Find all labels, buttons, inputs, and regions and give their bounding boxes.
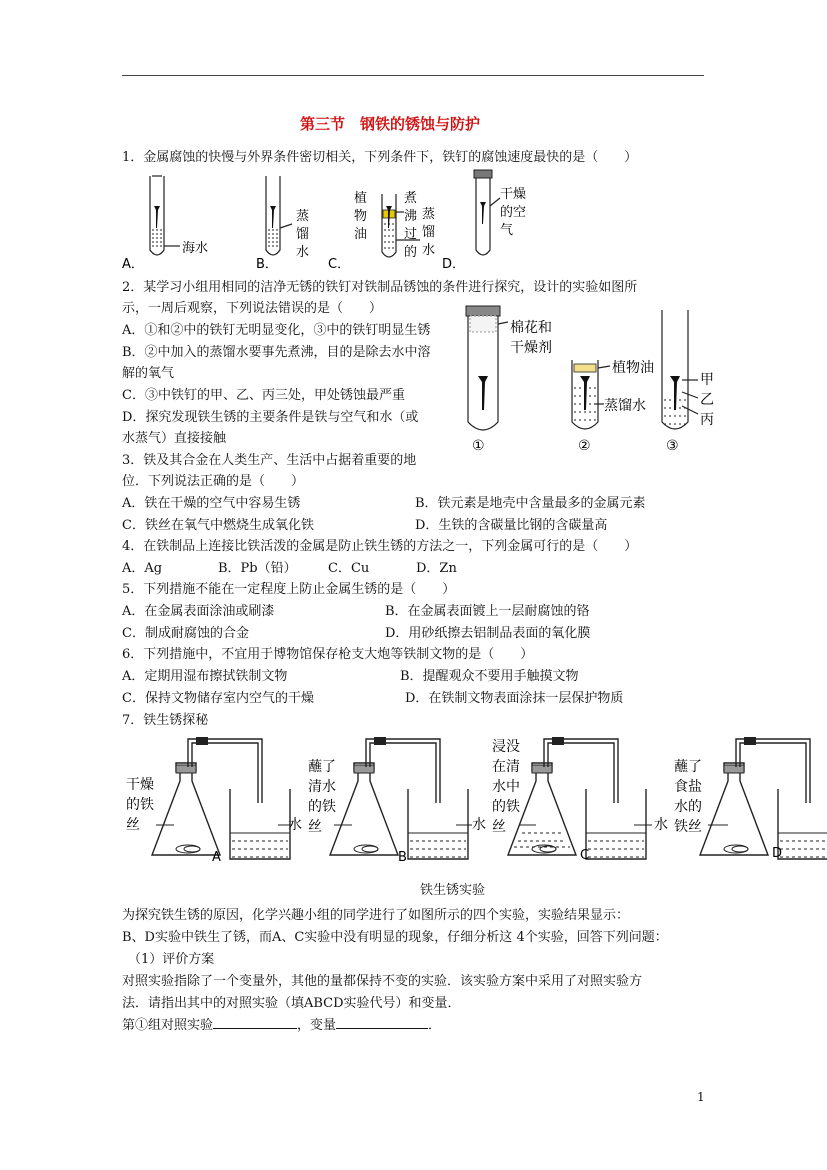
q7-paragraph-3: 对照实验指除了一个变量外，其他的量都保持不变的实验．该实验方案中采用了对照实验方: [122, 974, 643, 989]
q1-option-c: C．: [328, 257, 351, 272]
q1-stem: 1．金属腐蚀的快慢与外界条件密切相关，下列条件下，铁钉的腐蚀速度最快的是（ ）: [122, 150, 638, 165]
q1-option-b: B．: [256, 257, 278, 272]
q7-figure-caption: 铁生锈实验: [420, 883, 486, 898]
q3-stem-2: 位．下列说法正确的是（ ）: [122, 474, 305, 489]
fill-middle: ，变量: [297, 1018, 337, 1033]
svg-text:馏: 馏: [422, 225, 436, 240]
svg-text:的铁: 的铁: [308, 799, 336, 815]
svg-text:铁丝: 铁丝: [674, 819, 702, 835]
answer-blank-1[interactable]: [213, 1015, 297, 1029]
q4-stem: 4．在铁制品上连接比铁活泼的金属是防止铁生锈的方法之一，下列金属可行的是（ ）: [122, 539, 638, 554]
svg-text:在清: 在清: [492, 759, 520, 775]
svg-text:蒸馏水: 蒸馏水: [604, 398, 646, 414]
svg-text:浸没: 浸没: [492, 739, 520, 755]
svg-text:②: ②: [578, 438, 591, 454]
q2-stem-1: 2．某学习小组用相同的洁净无锈的铁钉对铁制品锈蚀的条件进行探究，设计的实验如图所: [122, 280, 638, 295]
svg-text:植: 植: [354, 191, 368, 206]
svg-text:水: 水: [288, 817, 302, 833]
q7-stem: 7．铁生锈探秘: [122, 713, 209, 728]
answer-blank-2[interactable]: [336, 1015, 428, 1029]
q7-paragraph-2: B、D实验中铁生了锈，而A、C实验中没有明显的现象，仔细分析这 4个实验，回答下列问题：: [122, 930, 668, 945]
flask-label-c: C: [580, 848, 590, 863]
q6-option-a: A．定期用湿布擦拭铁制文物: [122, 669, 288, 684]
q3-option-c: C．铁丝在氧气中燃烧生成氧化铁: [122, 518, 314, 533]
q3-option-d: D．生铁的含碳量比钢的含碳量高: [415, 518, 608, 533]
q2-option-c: C．③中铁钉的甲、乙、丙三处，甲处锈蚀最严重: [122, 388, 405, 403]
svg-text:油: 油: [354, 227, 368, 242]
page-title: 第三节 钢铁的锈蚀与防护: [300, 115, 481, 133]
svg-text:丝: 丝: [126, 817, 140, 833]
q7-subquestion-1: （1）评价方案: [128, 952, 215, 967]
svg-text:水: 水: [422, 243, 436, 258]
svg-text:蘸了: 蘸了: [308, 759, 336, 775]
q2-stem-2: 示，一周后观察，下列说法错误的是（ ）: [122, 301, 383, 316]
svg-text:过: 过: [404, 227, 418, 242]
svg-text:沸: 沸: [404, 209, 418, 224]
q2-option-d-2: 水蒸气）直接接触: [122, 431, 227, 446]
svg-text:甲: 甲: [700, 372, 714, 388]
q4-option-b: B．Pb（铅）: [218, 561, 297, 576]
q2-option-b-2: 解的氧气: [122, 366, 175, 381]
q2-option-d-1: D．探究发现铁生锈的主要条件是铁与空气和水（或: [122, 410, 419, 425]
q5-option-d: D．用砂纸擦去铝制品表面的氧化膜: [385, 626, 591, 641]
q7-paragraph-4: 法．请指出其中的对照实验（填ABCD实验代号）和变量．: [122, 996, 461, 1011]
q2-option-a: A．①和②中的铁钉无明显变化，③中的铁钉明显生锈: [122, 323, 431, 338]
svg-text:馏: 馏: [296, 227, 310, 242]
fill-end: ．: [428, 1018, 442, 1033]
q5-option-b: B．在金属表面镀上一层耐腐蚀的铬: [385, 604, 590, 619]
q5-option-c: C．制成耐腐蚀的合金: [122, 626, 249, 641]
svg-text:水: 水: [654, 817, 668, 833]
q6-option-c: C．保持文物储存室内空气的干燥: [122, 691, 314, 706]
flask-label-a: A: [212, 850, 221, 865]
q2-option-b-1: B．②中加入的蒸馏水要事先煮沸，目的是除去水中溶: [122, 345, 431, 360]
header-rule: [122, 75, 704, 76]
q7-figure: [122, 733, 827, 873]
svg-text:清水: 清水: [308, 779, 336, 795]
page-number: 1: [697, 1090, 705, 1104]
svg-text:水: 水: [296, 245, 310, 260]
svg-text:植物油: 植物油: [612, 360, 654, 376]
q1-seawater-label: 海水: [182, 241, 209, 256]
svg-text:棉花和: 棉花和: [510, 320, 552, 336]
svg-text:干燥: 干燥: [126, 777, 154, 793]
svg-text:的空: 的空: [500, 205, 527, 220]
svg-text:干燥: 干燥: [500, 187, 527, 202]
q1-option-a: A．: [122, 257, 144, 272]
flask-label-d: D: [772, 846, 783, 861]
svg-text:蘸了: 蘸了: [674, 759, 702, 775]
svg-text:的铁: 的铁: [492, 799, 520, 815]
svg-text:干燥剂: 干燥剂: [510, 340, 552, 356]
svg-text:物: 物: [354, 209, 368, 224]
svg-text:水的: 水的: [674, 799, 702, 815]
svg-text:③: ③: [666, 438, 679, 454]
svg-text:丝: 丝: [492, 819, 506, 835]
q4-option-c: C．Cu: [328, 561, 370, 576]
svg-text:的: 的: [404, 245, 418, 260]
fill-prefix: 第①组对照实验: [122, 1018, 214, 1033]
q7-fill-line: [122, 1014, 441, 1033]
q7-paragraph-1: 为探究铁生锈的原因，化学兴趣小组的同学进行了如图所示的四个实验，实验结果显示：: [122, 908, 630, 923]
svg-text:的铁: 的铁: [126, 797, 154, 813]
svg-text:食盐: 食盐: [674, 779, 702, 795]
svg-text:煮: 煮: [404, 191, 418, 206]
q5-option-a: A．在金属表面涂油或刷漆: [122, 604, 275, 619]
q6-stem: 6．下列措施中，不宜用于博物馆保存枪支大炮等铁制文物的是（ ）: [122, 647, 534, 662]
q1-figure: [120, 168, 680, 274]
q3-option-b: B．铁元素是地壳中含量最多的金属元素: [415, 496, 646, 511]
svg-text:乙: 乙: [700, 392, 714, 408]
svg-text:丙: 丙: [700, 412, 714, 428]
q4-option-d: D．Zn: [416, 561, 457, 576]
q1-option-d: D．: [442, 257, 466, 272]
svg-text:水: 水: [472, 817, 486, 833]
q5-stem: 5．下列措施不能在一定程度上防止金属生锈的是（ ）: [122, 582, 456, 597]
svg-text:①: ①: [472, 438, 485, 454]
q4-option-a: A．Ag: [122, 561, 163, 576]
q3-stem-1: 3．铁及其合金在人类生产、生活中占据着重要的地: [122, 453, 417, 468]
svg-text:水中: 水中: [492, 779, 520, 795]
q6-option-d: D．在铁制文物表面涂抹一层保护物质: [405, 691, 624, 706]
flask-label-b: B: [398, 850, 407, 865]
svg-text:蒸: 蒸: [296, 209, 310, 224]
q2-figure: [460, 304, 720, 456]
svg-text:蒸: 蒸: [422, 207, 436, 222]
q6-option-b: B．提醒观众不要用手触摸文物: [400, 669, 579, 684]
q3-option-a: A．铁在干燥的空气中容易生锈: [122, 496, 301, 511]
svg-text:丝: 丝: [308, 819, 322, 835]
svg-text:气: 气: [500, 223, 514, 238]
